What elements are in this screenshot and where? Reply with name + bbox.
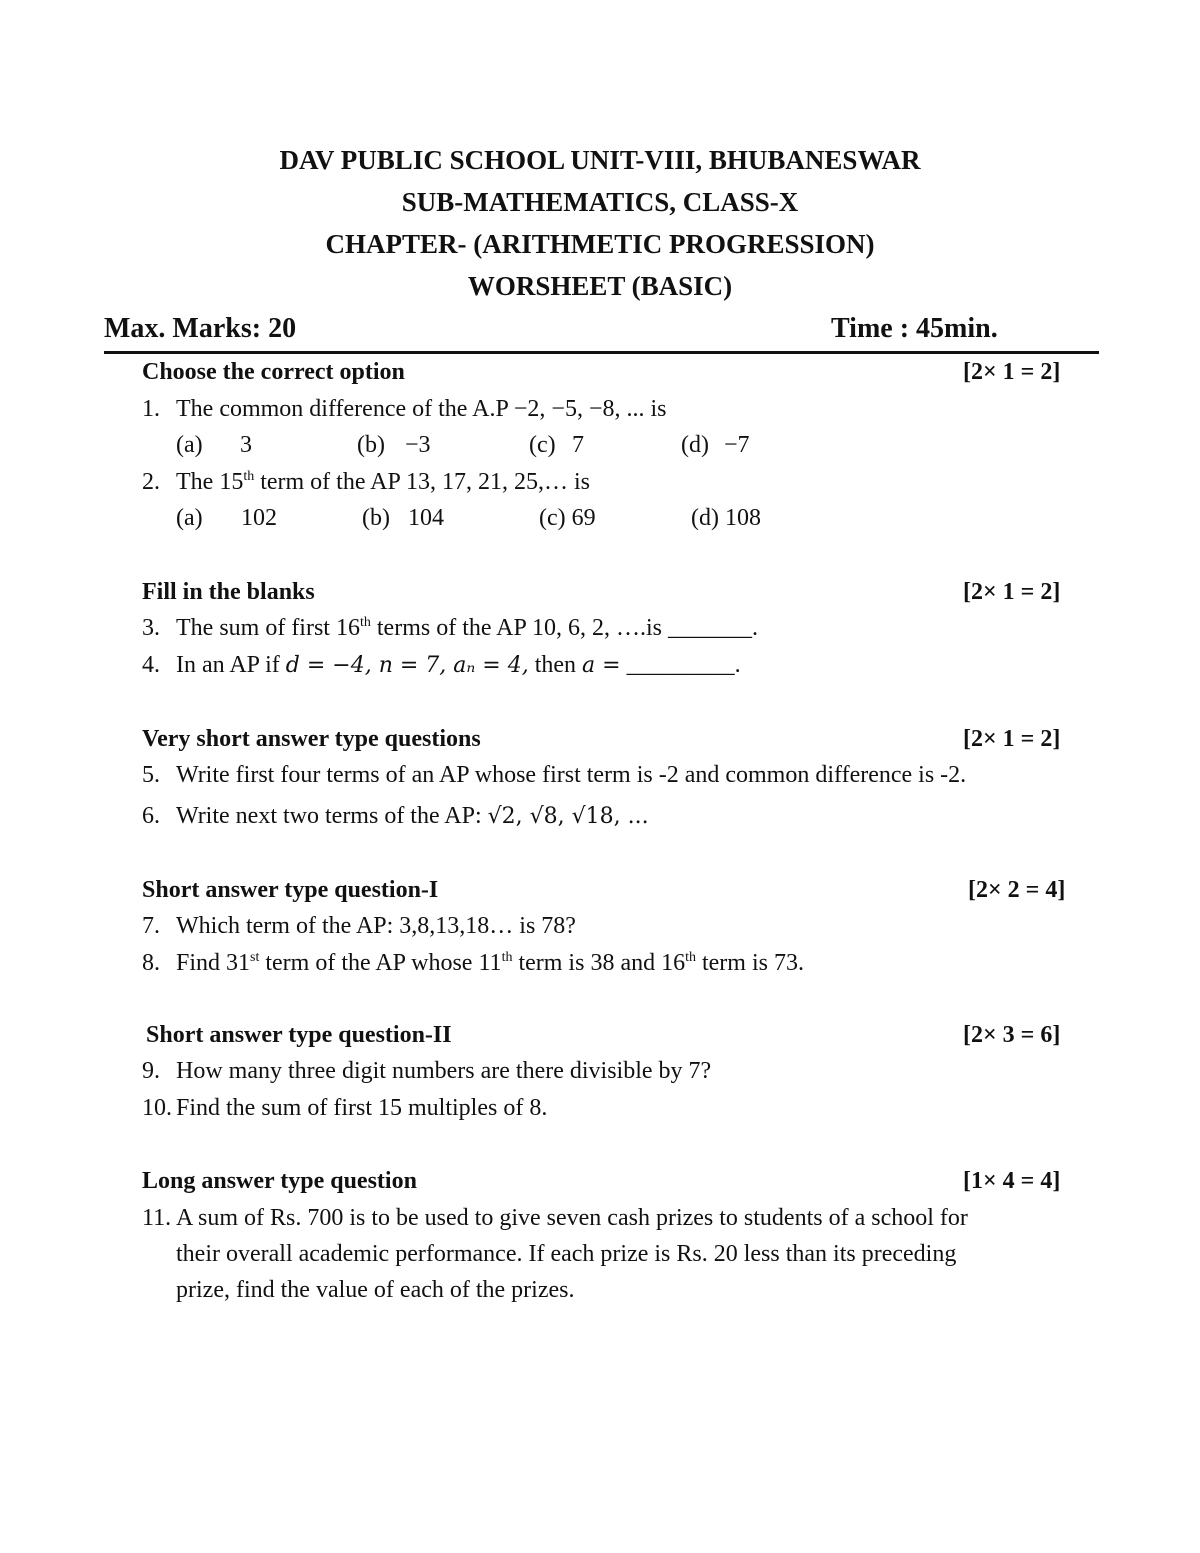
question-5 [142,761,966,789]
school-name: DAV PUBLIC SCHOOL UNIT-VIII, BHUBANESWAR [279,145,921,175]
section-marks: [2× 1 = 2] [963,726,1061,752]
section-marks: [2× 2 = 4] [968,877,1066,903]
question-text: then [528,652,583,678]
option-label: (d) [681,432,709,458]
question-11 [142,1204,968,1232]
question-number: 3. [142,615,160,641]
question-text: Which term of the AP: 3,8,13,18… is 78? [176,913,576,939]
question-number: 4. [142,652,160,678]
question-1 [142,395,667,423]
question-text: The common difference of the A.P −2, −5, −8, ... is [176,396,667,422]
option-value: 7 [572,432,584,458]
question-7 [142,912,576,940]
max-marks: Max. Marks: 20 [104,313,297,344]
question-text: The sum of first 16 [176,615,360,641]
section-marks: [2× 1 = 2] [963,579,1061,605]
question-text-line: their overall academic performance. If each prize is Rs. 20 less than its preceding [176,1241,957,1267]
section-title: Fill in the blanks [142,579,315,605]
section-marks: [2× 3 = 6] [963,1022,1061,1048]
ordinal-suffix: st [250,950,260,965]
option-value: −7 [724,432,750,458]
ordinal-suffix: th [685,950,696,965]
section-title: Long answer type question [142,1168,417,1194]
question-text: _________. [620,652,741,678]
worksheet-title: WORSHEET (BASIC) [467,271,733,301]
option-label: (a) [176,432,203,458]
header-divider [104,351,1099,354]
question-number: 7. [142,913,160,939]
question-number: 10. [142,1095,172,1121]
question-text: term is 73. [695,950,804,976]
question-2 [142,468,590,496]
question-text: Find 31 [176,950,251,976]
section-title: Short answer type question-I [142,877,439,903]
option-value: −3 [405,432,431,458]
option-label: (c) [529,432,556,458]
time-allowed: Time : 45min. [831,313,998,344]
ordinal-suffix: th [501,950,513,965]
question-text: In an AP if [176,652,286,678]
question-number: 8. [142,950,160,976]
option-value: 102 [241,505,277,531]
question-text: How many three digit numbers are there divisible by 7? [176,1058,712,1084]
option: (d) 108 [691,505,761,531]
question-number: 11. [142,1205,172,1231]
question-text: Find the sum of first 15 multiples of 8. [176,1095,548,1121]
question-number: 1. [142,396,160,422]
question-6 [142,802,649,831]
section-title: Very short answer type questions [142,726,481,752]
option-label: (a) [176,505,203,531]
question-number: 6. [142,803,160,829]
question-text-line: prize, find the value of each of the prizes. [176,1277,575,1303]
math-expression: d = −4, n = 7, aₙ = 4, [285,653,529,678]
math-expression: √2, √8, √18, ... [487,804,649,829]
ordinal-suffix: th [243,469,255,484]
option-value: 3 [240,432,252,458]
question-3 [142,614,758,642]
subject-class: SUB-MATHEMATICS, CLASS-X [401,187,799,217]
section-title: Choose the correct option [142,359,405,385]
question-text: term is 38 and 16 [512,950,686,976]
question-number: 2. [142,469,160,495]
option-label: (b) [357,432,385,458]
option-value: 104 [408,505,444,531]
option-label: (b) [362,505,390,531]
chapter-title: CHAPTER- (ARITHMETIC PROGRESSION) [325,229,875,259]
question-text: Write first four terms of an AP whose first term is -2 and common difference is -2. [176,762,967,788]
question-number: 5. [142,762,160,788]
question-text: The 15 [176,469,244,495]
question-text: Write next two terms of the AP: [176,803,488,829]
section-marks: [2× 1 = 2] [963,359,1061,385]
question-4 [142,651,741,680]
question-9 [142,1057,711,1085]
question-text: term of the AP 13, 17, 21, 25,… is [254,469,590,495]
question-number: 9. [142,1058,160,1084]
question-10 [142,1094,547,1122]
ordinal-suffix: th [359,615,371,630]
section-marks: [1× 4 = 4] [963,1168,1061,1194]
math-expression: a = [582,653,621,678]
question-text: terms of the AP 10, 6, 2, ….is _______. [370,615,758,641]
section-title: Short answer type question-II [146,1022,452,1048]
question-text: term of the AP whose 11 [259,950,502,976]
question-8 [142,949,804,977]
option: (c) 69 [539,505,596,531]
question-text: A sum of Rs. 700 is to be used to give seven cash prizes to students of a school for [176,1205,968,1231]
